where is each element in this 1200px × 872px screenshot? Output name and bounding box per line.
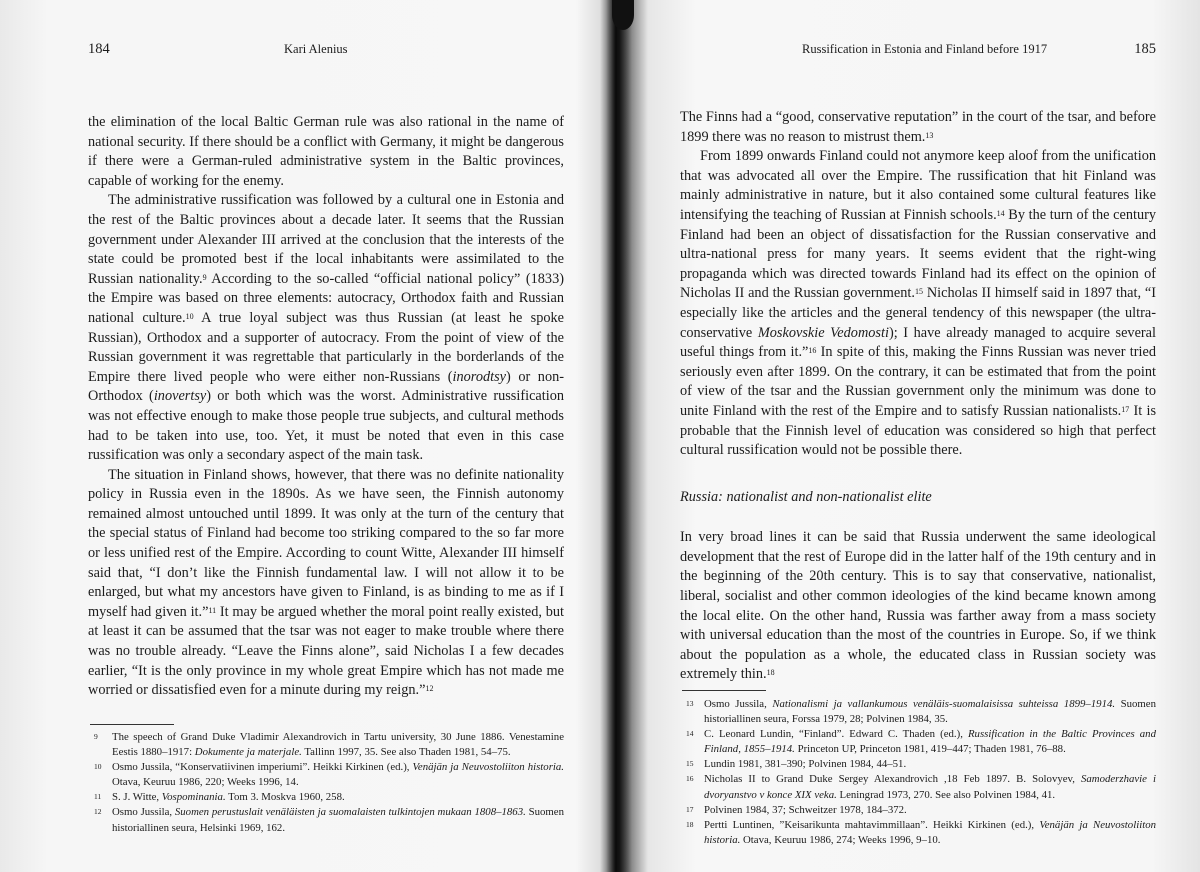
footnote bbox=[88, 790, 564, 805]
footnote bbox=[680, 803, 1156, 818]
paragraph bbox=[680, 147, 1156, 461]
italic-run: Venäjän ja Neuvostoliiton historia. bbox=[412, 761, 564, 774]
text-run: The administrative russification was followed by a cultural one in Estonia and the rest of the Baltic provinces about a decade later. It seems that the Russian government under Alexander III arrived at the conclusion that the interests of the state could be promoted best if the local inhabitants were assimilated to the Russian nationality. bbox=[88, 192, 564, 287]
right-paragraphs-before bbox=[680, 108, 1156, 461]
footnote bbox=[680, 727, 1156, 757]
italic-run: inorodtsy bbox=[452, 368, 507, 385]
left-running-head-author: Kari Alenius bbox=[284, 42, 348, 56]
right-body-text bbox=[680, 108, 1156, 685]
footnote-number: 14 bbox=[686, 729, 694, 739]
footnote-reference: 16 bbox=[808, 346, 817, 356]
text-run: A true loyal subject was thus Russian (at least he spoke Russian), Orthodox and a supporter of autocracy. From the point of view of the Russian government it was regrettable that particularly in the borderlands of the Empire there lived people who were either non-Russians ( bbox=[88, 309, 564, 385]
right-paragraphs-after bbox=[680, 528, 1156, 685]
section-heading: Russia: nationalist and non-nationalist elite bbox=[680, 488, 932, 505]
text-run: In very broad lines it can be said that Russia underwent the same ideological development that the rest of Europe did in the latter half of the 19th century and in the beginning of the 20th century. This is to say that conservative, nationalist, liberal, socialist and other common ideologies of the kind became known among the local elite. On the other hand, Russia was farther away from a mass society with universal education than the most of the countries in Europe. So, if we think about the population as a whole, the educated class in Russian society was extremely thin. bbox=[680, 529, 1156, 683]
text-run: By the turn of the century Finland had been an object of dissatisfaction for the Russian conservative and ultra-national press for many years. It seems evident that the right-wing propaganda which was directed towards Finland had its effect on the opinion of Nicholas II and the Russian government. bbox=[680, 206, 1157, 302]
left-page bbox=[88, 0, 564, 872]
text-run: Osmo Jussila, bbox=[704, 698, 773, 710]
text-run: In spite of this, making the Finns Russian was never tried seriously even after 1899. On the contrary, it can be estimated that from the point of view of the tsar and the Russian government only the minimum was done to unite Finland with the rest of the Empire and to satisfy Russian nationalists. bbox=[680, 344, 1156, 419]
right-footnote-rule bbox=[682, 690, 766, 691]
book-gutter bbox=[600, 0, 632, 872]
footnote-reference: 18 bbox=[766, 668, 775, 678]
footnote-number: 13 bbox=[686, 699, 694, 708]
footnote-number: 17 bbox=[686, 804, 694, 814]
text-run: Otava, Keuruu 1986, 220; Weeks 1996, 14. bbox=[112, 776, 299, 789]
text-run: Lundin 1981, 381–390; Polvinen 1984, 44–51. bbox=[704, 758, 907, 771]
footnote bbox=[88, 805, 564, 835]
italic-run: Nationalismi ja vallankumous venäläis-suomalaisissa suhteissa 1899–1914. bbox=[772, 698, 1116, 710]
text-run: ) or non-Orthodox ( bbox=[88, 368, 564, 405]
footnote-number: 16 bbox=[686, 774, 694, 784]
text-run: Suomen historiallinen seura, Helsinki 1969, 162. bbox=[112, 806, 564, 834]
text-run: From 1899 onwards Finland could not anymore keep aloof from the unification that was advocated all over the Empire. The russification that hit Finland was mainly administrative in nature, but it also contained some cultural features like intensifying the teaching of Russian at Finnish schools. bbox=[680, 148, 1156, 223]
footnote bbox=[88, 730, 564, 760]
text-run: C. Leonard Lundin, “Finland”. Edward C. Thaden (ed.), bbox=[704, 728, 968, 741]
text-run: Nicholas II to Grand Duke Sergey Alexandrovich ,18 Feb 1897. B. Solovyev, bbox=[704, 773, 1081, 786]
right-running-head bbox=[680, 40, 1156, 58]
italic-run: Dokumente ja materjale. bbox=[194, 746, 302, 759]
footnote-reference: 13 bbox=[925, 130, 934, 140]
text-run: Leningrad 1973, 270. See also Polvinen 1984, 41. bbox=[836, 788, 1056, 801]
paragraph bbox=[88, 113, 564, 191]
paragraph bbox=[680, 108, 1156, 147]
paragraph bbox=[680, 528, 1156, 685]
text-run: S. J. Witte, bbox=[112, 791, 162, 804]
footnote-number: 18 bbox=[686, 819, 694, 829]
footnote-reference: 11 bbox=[208, 605, 217, 615]
text-run: According to the so-called “official national policy” (1833) the Empire was based on three elements: autocracy, Orthodox faith and Russian national culture. bbox=[88, 270, 564, 326]
footnote-number: 12 bbox=[94, 807, 102, 817]
text-run: Princeton UP, Princeton 1981, 419–447; Thaden 1981, 76–88. bbox=[794, 743, 1066, 756]
italic-run: Suomen perustuslait venäläisten ja suomalaisten tulkintojen mukaan 1808–1863. bbox=[174, 806, 526, 819]
footnote bbox=[680, 772, 1156, 802]
text-run: ); I have already managed to acquire several useful things from it.” bbox=[680, 324, 1156, 361]
footnote bbox=[680, 818, 1156, 848]
right-page-number: 185 bbox=[1134, 41, 1156, 57]
footnote-number: 15 bbox=[686, 759, 694, 769]
italic-run: inovertsy bbox=[153, 388, 207, 405]
book-gutter-top bbox=[612, 0, 634, 30]
text-run: The situation in Finland shows, however, that there was no definite nationality policy in Russia even in the 1890s. As we have seen, the Finnish autonomy remained almost untouched until 1899. It was only at the turn of the century that the special status of Finland had become too striking compared to the so far more or less unified rest of the Empire. According to count Witte, Alexander III himself said that, “I don’t like the Finnish fundamental law. I will not allow it to be enlarged, but what my ancestors have given to Finland, is as binding to me as if I myself had given it.” bbox=[88, 466, 564, 620]
footnote-number: 10 bbox=[94, 762, 102, 772]
footnote-number: 9 bbox=[94, 732, 98, 741]
left-footnote-rule bbox=[90, 724, 174, 725]
paragraph bbox=[88, 191, 564, 465]
left-page-number: 184 bbox=[88, 41, 110, 57]
text-run: The Finns had a “good, conservative reputation” in the court of the tsar, and before 1899 there was no reason to mistrust them. bbox=[680, 109, 1156, 145]
left-footnotes bbox=[88, 730, 564, 836]
footnote-number: 11 bbox=[94, 792, 102, 802]
text-run: Osmo Jussila, “Konservatiivinen imperiumi”. Heikki Kirkinen (ed.), bbox=[112, 761, 413, 774]
text-run: Nicholas II himself said in 1897 that, “I especially like the articles and the general tendency of this newspaper (the ultra-conservative bbox=[680, 285, 1157, 341]
footnote-reference: 15 bbox=[914, 287, 923, 297]
footnote-reference: 17 bbox=[1121, 404, 1130, 414]
footnote bbox=[680, 757, 1156, 772]
text-run: Suomen historiallinen seura, Forssa 1979, 28; Polvinen 1984, 35. bbox=[704, 698, 1156, 726]
footnote bbox=[88, 760, 564, 790]
left-body-text bbox=[88, 113, 564, 701]
footnote-reference: 14 bbox=[996, 208, 1005, 218]
text-run: It may be argued whether the moral point really existed, but at least it can be assumed that the tsar was not eager to make trouble where there was no trouble already. “Leave the Finns alone”, said Nicholas I a few decades earlier, “It is the only province in my whole great Empire which has not made me worried or dissatisfied even for a minute during my reign.” bbox=[88, 603, 564, 699]
italic-run: Samoderzhavie i dvoryanstvo v konce XIX veka. bbox=[704, 773, 1157, 801]
paragraph bbox=[88, 466, 564, 701]
italic-run: Venäjän ja Neuvostoliiton historia. bbox=[704, 818, 1156, 846]
left-running-head bbox=[88, 40, 564, 58]
italic-run: Moskovskie Vedomosti bbox=[757, 324, 889, 341]
text-run: Pertti Luntinen, ”Keisarikunta mahtavimmillaan”. Heikki Kirkinen (ed.), bbox=[704, 818, 1040, 831]
italic-run: Vospominania. bbox=[161, 791, 226, 804]
right-running-head-title: Russification in Estonia and Finland before 1917 bbox=[802, 42, 1048, 56]
footnote bbox=[680, 697, 1156, 727]
right-footnotes bbox=[680, 697, 1156, 848]
footnote-reference: 10 bbox=[185, 311, 194, 321]
text-run: Tallinn 1997, 35. See also Thaden 1981, 54–75. bbox=[301, 746, 511, 759]
text-run: It is probable that the Finnish level of education was considered so high that perfect cultural russification would not be possible there. bbox=[680, 402, 1157, 459]
text-run: Tom 3. Moskva 1960, 258. bbox=[225, 791, 345, 804]
text-run: Polvinen 1984, 37; Schweitzer 1978, 184–372. bbox=[704, 803, 907, 816]
footnote-reference: 12 bbox=[425, 684, 434, 694]
text-run: Otava, Keuruu 1986, 274; Weeks 1996, 9–10. bbox=[740, 833, 941, 846]
italic-run: Russification in the Baltic Provinces and Finland, 1855–1914. bbox=[704, 728, 1156, 756]
text-run: ) or both which was the worst. Administrative russification was not effective enough to make those people true subjects, and cultural methods had to be taken into use, too. Yet, it must be noted that even in this case russification was only a secondary aspect of the main task. bbox=[88, 388, 564, 464]
text-run: the elimination of the local Baltic German rule was also rational in the name of national security. If there should be a conflict with Germany, it might be dangerous if there were a German-ruled administrative system in the Baltic provinces, capable of working for the enemy. bbox=[88, 114, 564, 189]
footnote-reference: 9 bbox=[202, 272, 207, 282]
right-page bbox=[680, 0, 1156, 872]
text-run: The speech of Grand Duke Vladimir Alexandrovich in Tartu university, 30 June 1886. Venestamine Eestis 1880–1917: bbox=[112, 731, 564, 759]
text-run: Osmo Jussila, bbox=[112, 806, 175, 819]
